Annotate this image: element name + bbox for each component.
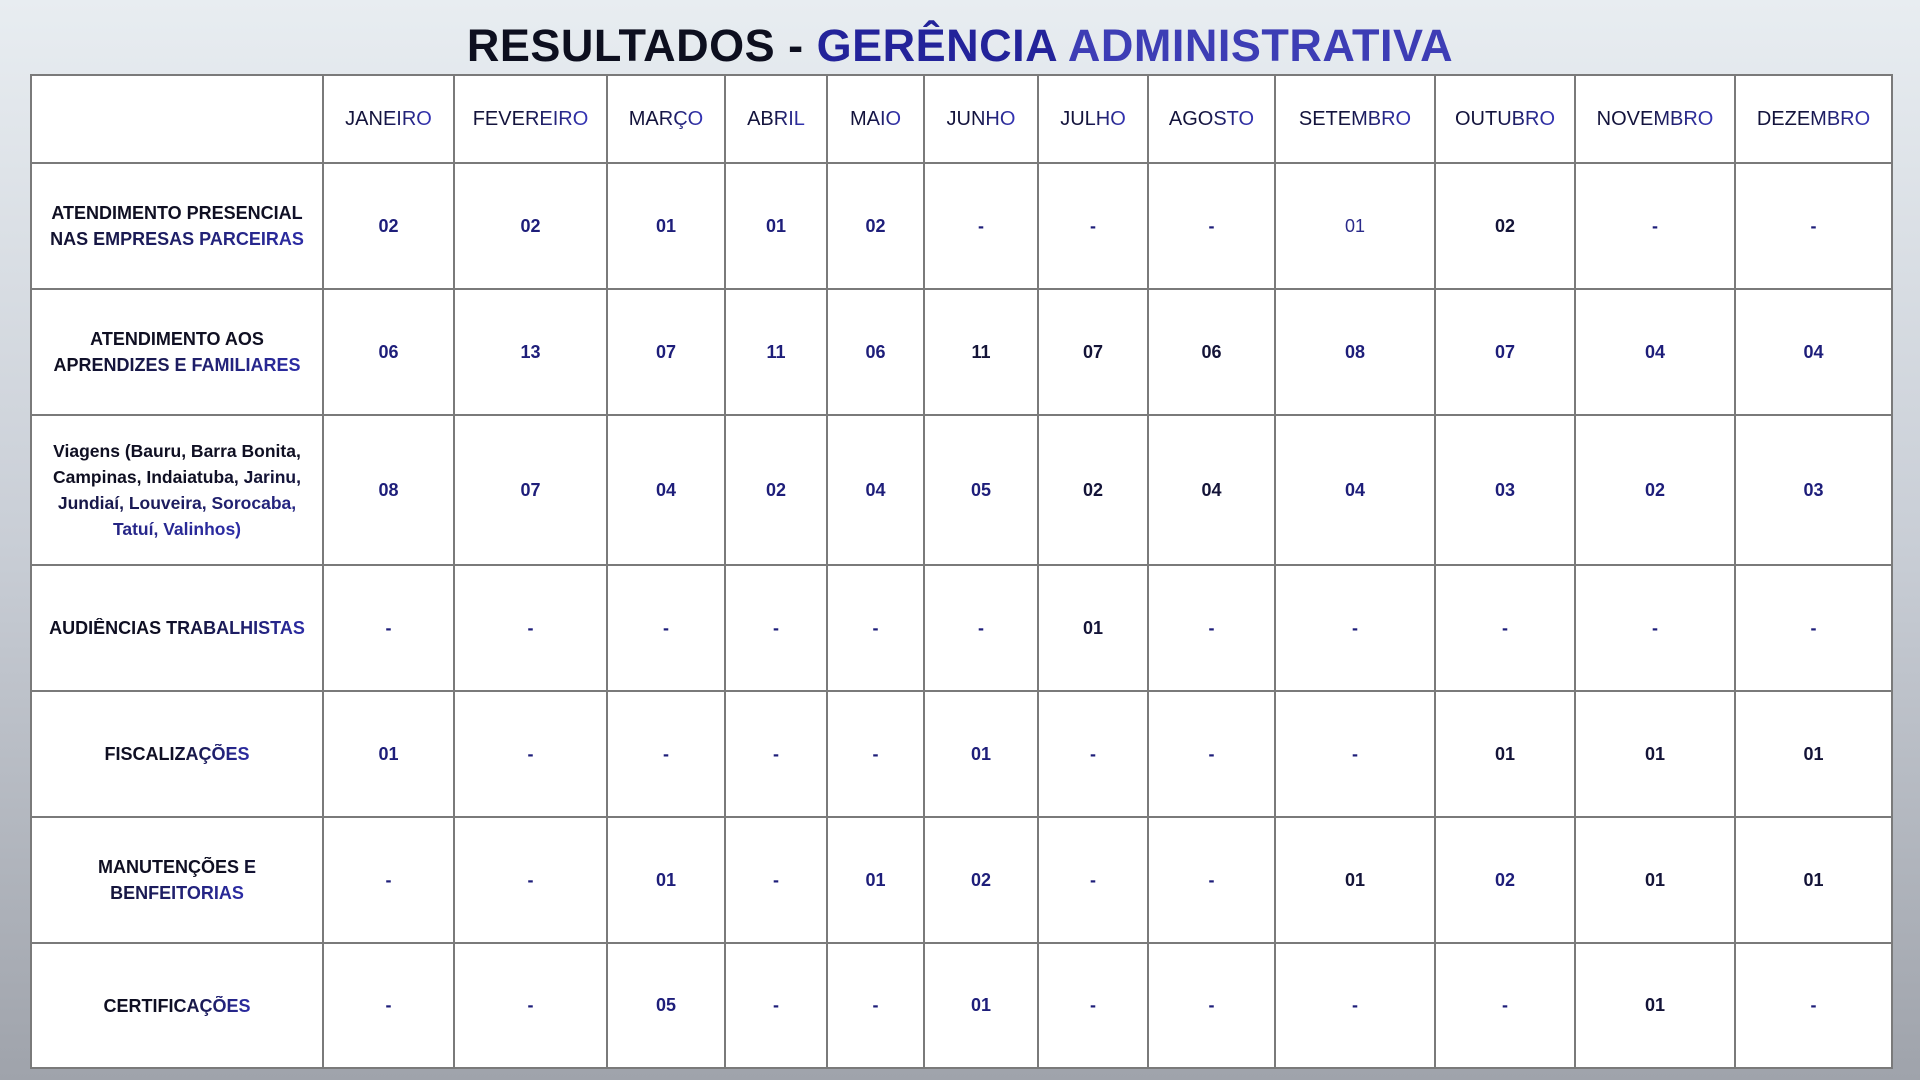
value-cell: 07 [454, 415, 607, 565]
row-label-cell [31, 943, 323, 1068]
value-cell: 03 [1735, 415, 1892, 565]
value-cell: - [1038, 163, 1148, 289]
value-cell: 02 [924, 817, 1038, 943]
month-label: NOVEMBRO [1596, 107, 1714, 130]
row-label: Viagens (Bauru, Barra Bonita, Campinas, Indaiatuba, Jarinu, Jundiaí, Louveira, Sorocaba, Tatuí, Valinhos) [53, 441, 301, 539]
value-cell: 05 [924, 415, 1038, 565]
title-part-management: GERÊNCIA [816, 20, 1068, 71]
value-cell: 02 [1435, 163, 1575, 289]
row-label-cell [31, 163, 323, 289]
value-cell: 04 [1735, 289, 1892, 415]
value-cell: - [924, 163, 1038, 289]
row-label-cell [31, 817, 323, 943]
value-cell: - [1735, 163, 1892, 289]
month-label: OUTUBRO [1455, 107, 1555, 130]
value-cell: - [1148, 163, 1275, 289]
header-month-julho [1038, 75, 1148, 163]
results-table [30, 74, 1893, 1069]
value-cell: - [454, 943, 607, 1068]
value-cell: - [924, 565, 1038, 691]
row-label: ATENDIMENTO PRESENCIAL NAS EMPRESAS PARCEIRAS [50, 203, 304, 249]
value-cell: - [1435, 565, 1575, 691]
value-cell: 02 [323, 163, 454, 289]
table-row [31, 415, 1892, 565]
value-cell: 01 [323, 691, 454, 817]
value-cell: 06 [323, 289, 454, 415]
value-cell: 02 [1575, 415, 1735, 565]
value-cell: 01 [725, 163, 827, 289]
value-cell: 01 [924, 943, 1038, 1068]
value-cell: 06 [827, 289, 924, 415]
value-cell: 08 [323, 415, 454, 565]
value-cell: 01 [1275, 817, 1435, 943]
value-cell: - [1148, 817, 1275, 943]
value-cell: - [323, 565, 454, 691]
value-cell: - [607, 691, 725, 817]
value-cell: - [827, 691, 924, 817]
value-cell: - [454, 691, 607, 817]
header-corner-cell [31, 75, 323, 163]
month-label: MARÇO [628, 107, 704, 130]
row-label: ATENDIMENTO AOS APRENDIZES E FAMILIARES [53, 329, 301, 375]
value-cell: 04 [607, 415, 725, 565]
table-row [31, 163, 1892, 289]
value-cell: 01 [1735, 817, 1892, 943]
table-row [31, 817, 1892, 943]
value-cell: 02 [725, 415, 827, 565]
header-month-outubro [1435, 75, 1575, 163]
value-cell: - [1038, 817, 1148, 943]
value-cell: 07 [607, 289, 725, 415]
value-cell: 02 [1038, 415, 1148, 565]
header-month-marco [607, 75, 725, 163]
value-cell: 01 [924, 691, 1038, 817]
row-label-cell [31, 691, 323, 817]
header-month-junho [924, 75, 1038, 163]
value-cell: 07 [1435, 289, 1575, 415]
value-cell: - [725, 943, 827, 1068]
value-cell: 02 [1435, 817, 1575, 943]
value-cell: - [454, 565, 607, 691]
row-label: FISCALIZAÇÕES [104, 744, 250, 764]
value-cell: - [1275, 943, 1435, 1068]
month-label: JULHO [1060, 107, 1126, 130]
value-cell: 01 [1435, 691, 1575, 817]
header-month-novembro [1575, 75, 1735, 163]
header-month-agosto [1148, 75, 1275, 163]
value-cell: 07 [1038, 289, 1148, 415]
title-part-results: RESULTADOS - [466, 20, 817, 71]
value-cell: - [725, 565, 827, 691]
value-cell: - [1148, 943, 1275, 1068]
value-cell: - [1735, 943, 1892, 1068]
month-label: AGOSTO [1168, 107, 1255, 130]
value-cell: - [725, 691, 827, 817]
value-cell: - [827, 565, 924, 691]
value-cell: - [454, 817, 607, 943]
value-cell: 01 [1575, 691, 1735, 817]
header-month-setembro [1275, 75, 1435, 163]
value-cell: 01 [607, 163, 725, 289]
value-cell: - [1735, 565, 1892, 691]
value-cell: 13 [454, 289, 607, 415]
header-month-janeiro [323, 75, 454, 163]
month-label: JANEIRO [345, 107, 432, 130]
row-label: AUDIÊNCIAS TRABALHISTAS [49, 618, 305, 638]
page-title [0, 18, 1920, 74]
value-cell: - [1575, 565, 1735, 691]
table-row [31, 565, 1892, 691]
month-label: SETEMBRO [1298, 107, 1412, 130]
value-cell: 05 [607, 943, 725, 1068]
row-label-cell [31, 415, 323, 565]
title-part-administrative: ADMINISTRATIVA [1067, 20, 1454, 71]
value-cell: 02 [827, 163, 924, 289]
value-cell: - [1148, 691, 1275, 817]
month-label: ABRIL [747, 107, 805, 130]
header-month-maio [827, 75, 924, 163]
value-cell: - [1038, 943, 1148, 1068]
value-cell: - [323, 943, 454, 1068]
table-row [31, 289, 1892, 415]
value-cell: 01 [1275, 163, 1435, 289]
value-cell: - [1038, 691, 1148, 817]
value-cell: - [1275, 691, 1435, 817]
row-label: MANUTENÇÕES E BENFEITORIAS [97, 857, 256, 903]
header-month-fevereiro [454, 75, 607, 163]
value-cell: 01 [1575, 943, 1735, 1068]
month-label: FEVEREIRO [472, 107, 589, 130]
value-cell: - [607, 565, 725, 691]
header-month-dezembro [1735, 75, 1892, 163]
value-cell: 06 [1148, 289, 1275, 415]
value-cell: 01 [1038, 565, 1148, 691]
row-label-cell [31, 565, 323, 691]
value-cell: 04 [827, 415, 924, 565]
value-cell: 01 [1575, 817, 1735, 943]
value-cell: 04 [1275, 415, 1435, 565]
month-label: DEZEMBRO [1756, 107, 1871, 130]
value-cell: 01 [607, 817, 725, 943]
row-label: CERTIFICAÇÕES [103, 995, 251, 1016]
value-cell: - [323, 817, 454, 943]
header-row [31, 75, 1892, 163]
results-table-container [30, 74, 1891, 1065]
value-cell: 01 [1735, 691, 1892, 817]
value-cell: 11 [924, 289, 1038, 415]
value-cell: 01 [827, 817, 924, 943]
value-cell: 03 [1435, 415, 1575, 565]
table-row [31, 691, 1892, 817]
month-label: JUNHO [946, 107, 1016, 130]
header-month-abril [725, 75, 827, 163]
value-cell: 04 [1148, 415, 1275, 565]
value-cell: - [725, 817, 827, 943]
value-cell: 11 [725, 289, 827, 415]
value-cell: 08 [1275, 289, 1435, 415]
month-label: MAIO [849, 107, 902, 130]
value-cell: - [1275, 565, 1435, 691]
value-cell: 04 [1575, 289, 1735, 415]
value-cell: - [827, 943, 924, 1068]
value-cell: - [1575, 163, 1735, 289]
table-row [31, 943, 1892, 1068]
row-label-cell [31, 289, 323, 415]
value-cell: - [1435, 943, 1575, 1068]
value-cell: 02 [454, 163, 607, 289]
value-cell: - [1148, 565, 1275, 691]
